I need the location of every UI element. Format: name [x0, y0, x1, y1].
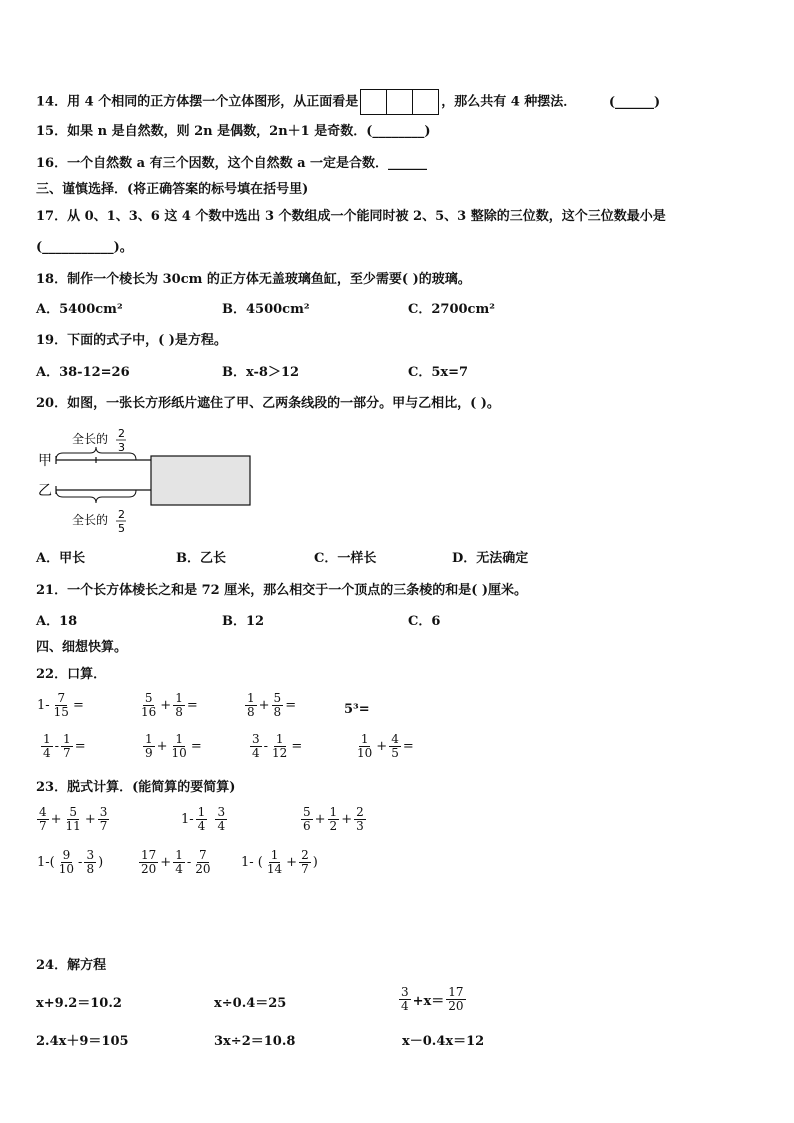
q23-expr-f: 1- ( $\frac{1}{14}$ + $\frac{2}{7}$ )	[241, 848, 318, 876]
q19-option-c[interactable]: C．5x=7	[408, 365, 469, 380]
q22-expr-d: 5³=	[344, 702, 370, 717]
bottom-frac-den: 5	[118, 522, 125, 535]
question-16: 16．一个自然数 a 有三个因数，这个自然数 a 一定是合数．______	[36, 156, 428, 171]
question-23: 23．脱式计算．(能简算的要简算)	[36, 780, 236, 795]
question-15: 15．如果 n 是自然数，则 2n 是偶数，2n＋1 是奇数．(________)	[36, 124, 431, 139]
q21-option-a[interactable]: A．18	[36, 614, 78, 629]
question-24: 24．解方程	[36, 958, 107, 973]
question-18: 18．制作一个棱长为 30cm 的正方体无盖玻璃鱼缸，至少需要( )的玻璃。	[36, 272, 471, 287]
q14-answer-blank[interactable]: (______)	[608, 94, 661, 110]
question-21: 21．一个长方体棱长之和是 72 厘米，那么相交于一个顶点的三条棱的和是( )厘米。	[36, 583, 528, 598]
q24-equation-d: 2.4x＋9＝105	[36, 1034, 129, 1049]
q20-option-a[interactable]: A．甲长	[36, 551, 86, 566]
q22-expr-h: $\frac{1}{10}$ + $\frac{4}{5}$ =	[357, 732, 414, 760]
q23-expr-a: $\frac{4}{7}$ + $\frac{5}{11}$ + $\frac{3}{7}$	[39, 805, 108, 833]
question-14	[36, 89, 660, 115]
q24-equation-f: x－0.4x＝12	[402, 1034, 485, 1049]
bottom-frac-num: 2	[118, 508, 125, 521]
q18-option-c[interactable]: C．2700cm²	[408, 302, 495, 317]
top-brace-label: 全长的	[72, 432, 109, 446]
paper-sheet-rect	[151, 456, 250, 505]
yi-label: 乙	[38, 483, 52, 499]
q18-option-b[interactable]: B．4500cm²	[222, 302, 310, 317]
q19-option-a[interactable]: A．38-12=26	[36, 365, 130, 380]
q22-expr-f: $\frac{1}{9}$ + $\frac{1}{10}$ =	[145, 732, 202, 760]
q24-equation-e: 3x÷2＝10.8	[214, 1034, 296, 1049]
q22-expr-c: $\frac{1}{8}$ + $\frac{5}{8}$ =	[247, 691, 297, 719]
q24-equation-a: x+9.2＝10.2	[36, 996, 122, 1011]
front-view-cubes-figure	[360, 89, 439, 115]
section-4-heading: 四、细想快算。	[36, 640, 128, 655]
q23-expr-c: $\frac{5}{6}$ + $\frac{1}{2}$ + $\frac{2}{3}$	[303, 805, 364, 833]
q18-option-a[interactable]: A．5400cm²	[36, 302, 123, 317]
section-3-heading: 三、谨慎选择．(将正确答案的标号填在括号里)	[36, 182, 309, 197]
q23-expr-d: 1-( $\frac{9}{10}$ - $\frac{3}{8}$ )	[37, 848, 104, 876]
question-20: 20．如图，一张长方形纸片遮住了甲、乙两条线段的一部分。甲与乙相比，( )。	[36, 396, 500, 411]
top-frac-num: 2	[118, 427, 125, 440]
question-22: 22．口算．	[36, 667, 107, 682]
q22-expr-g: $\frac{3}{4}$ - $\frac{1}{12}$ =	[252, 732, 303, 760]
q23-expr-b: 1- $\frac{1}{4}$ $\frac{3}{4}$	[181, 805, 226, 833]
q22-expr-e: $\frac{1}{4}$ - $\frac{1}{7}$ =	[43, 732, 86, 760]
q24-equation-c: $\frac{3}{4}$ +x＝ $\frac{17}{20}$	[401, 985, 464, 1013]
q23-expr-e: $\frac{17}{20}$ + $\frac{1}{4}$ - $\frac{7}{20}$	[141, 848, 211, 876]
q14-text-post: ，那么共有 4 种摆法．	[441, 94, 577, 110]
q22-expr-a: 1- $\frac{7}{15}$ =	[37, 691, 84, 719]
question-19: 19．下面的式子中，( )是方程。	[36, 333, 227, 348]
q21-option-c[interactable]: C．6	[408, 614, 441, 629]
q20-option-b[interactable]: B．乙长	[176, 551, 226, 566]
q20-option-c[interactable]: C．一样长	[314, 551, 377, 566]
bottom-brace	[56, 490, 136, 503]
q14-text: 14．用 4 个相同的正方体摆一个立体图形，从正面看是	[36, 94, 359, 110]
q22-expr-b: $\frac{5}{16}$ + $\frac{1}{8}$ =	[141, 691, 198, 719]
q19-option-b[interactable]: B．x-8＞12	[222, 365, 300, 380]
jia-label: 甲	[38, 453, 52, 469]
q20-figure	[36, 424, 256, 538]
question-17-line1: 17．从 0、1、3、6 这 4 个数中选出 3 个数组成一个能同时被 2、5、3 整除的三位数，这个三位数最小是	[36, 209, 666, 224]
q21-option-b[interactable]: B．12	[222, 614, 265, 629]
top-frac-den: 3	[118, 441, 125, 454]
q20-option-d[interactable]: D．无法确定	[452, 551, 529, 566]
question-17-line2[interactable]: (___________)。	[36, 240, 133, 255]
bottom-brace-label: 全长的	[72, 513, 109, 527]
q24-equation-b: x÷0.4＝25	[214, 996, 287, 1011]
